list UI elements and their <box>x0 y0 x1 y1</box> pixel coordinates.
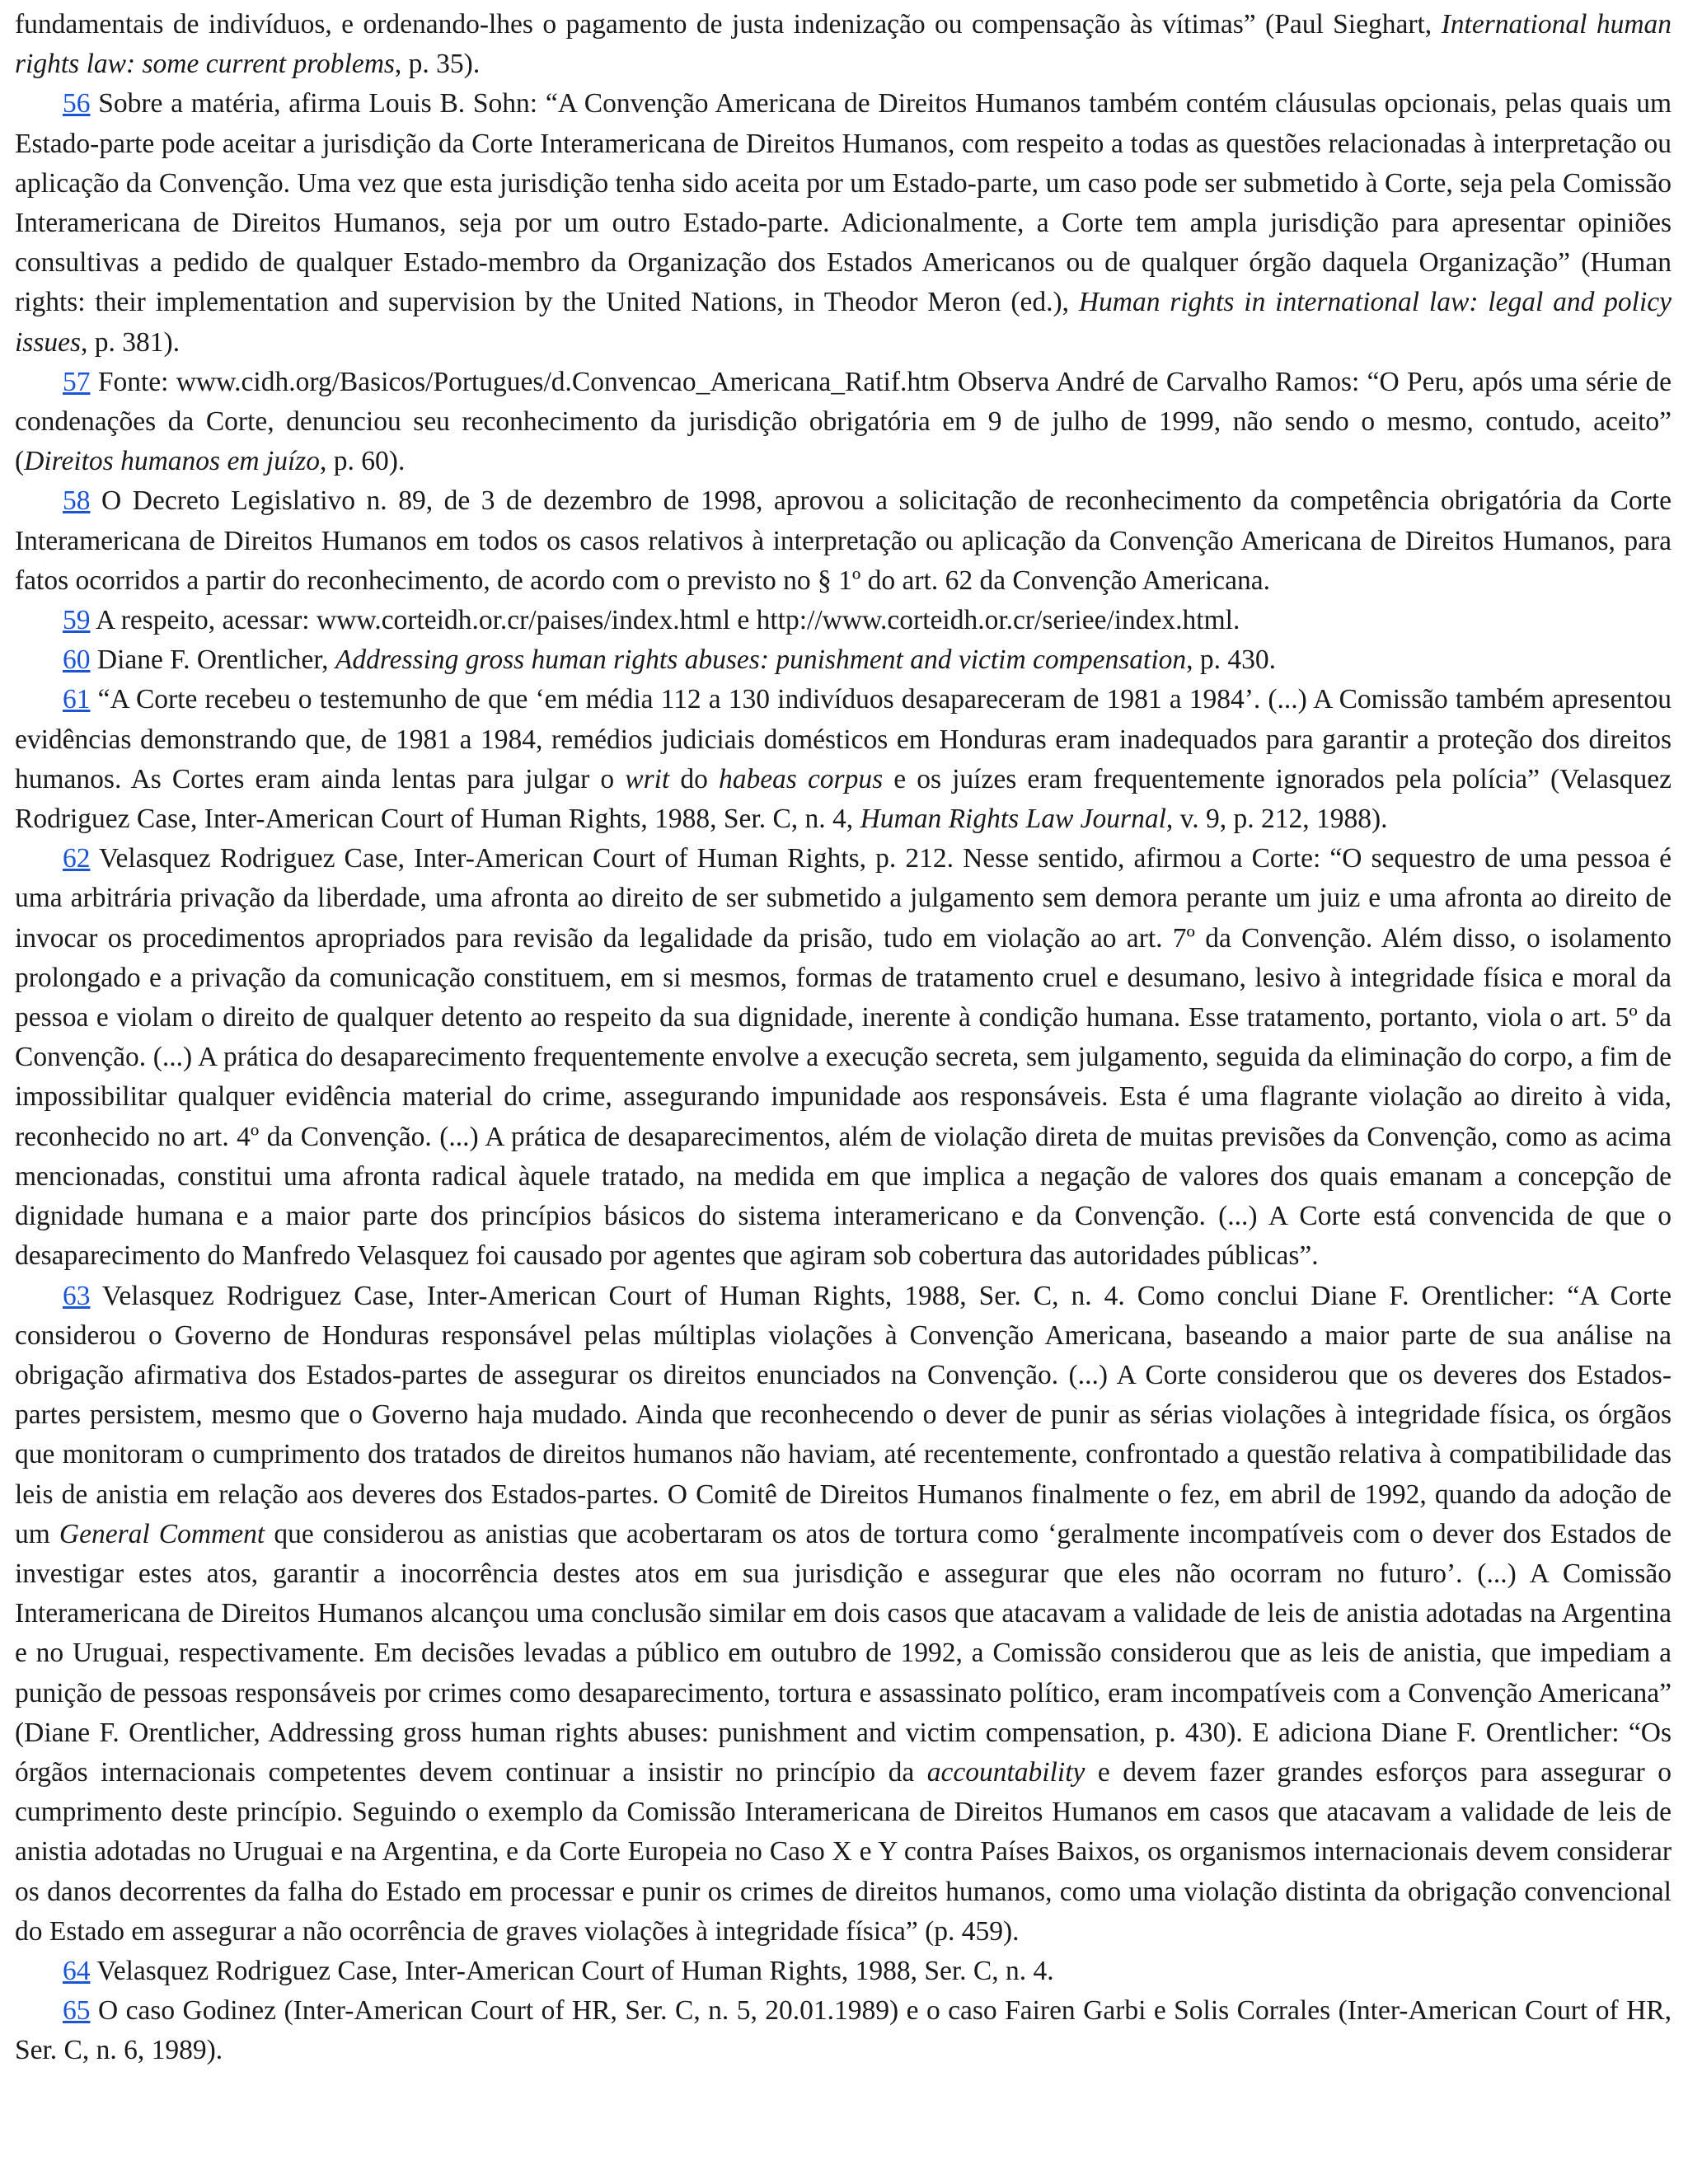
footnote-60 <box>15 640 1672 680</box>
footnotes-page <box>15 5 1672 2071</box>
footnote-text: Velasquez Rodriguez Case, Inter-American Court of Human Rights, 1988, Ser. C, n. 4. Como conclui Diane F. Orentlicher: “A Corte considerou o Governo de Honduras responsável pelas múltiplas violações à Convenção Americana, baseando a maior parte de sua análise na obrigação afirmativa dos Estados-partes de assegurar os direitos enunciados na Convenção. (...) A Corte considerou que os deveres dos Estados-partes persistem, mesmo que o Governo haja mudado. Ainda que reconhecendo o dever de punir as sérias violações à integridade física, os órgãos que monitoram o cumprimento dos tratados de direitos humanos não haviam, até recentemente, confrontado a questão relativa à compatibilidade das leis de anistia em relação aos deveres dos Estados-partes. O Comitê de Direitos Humanos finalmente o fez, em abril de 1992, quando da adoção de um <box>15 1280 1672 1549</box>
footnote-text: , v. 9, p. 212, 1988). <box>1165 804 1388 835</box>
footnote-59 <box>15 601 1672 640</box>
footnote-text: Velasquez Rodriguez Case, Inter-American Court of Human Rights, 1988, Ser. C, n. 4. <box>90 1955 1054 1986</box>
footnote-61-link[interactable]: 61 <box>63 684 91 715</box>
italic-title: Direitos humanos em juízo <box>24 446 321 477</box>
footnote-56 <box>15 84 1672 362</box>
footnote-57-link[interactable]: 57 <box>63 366 91 397</box>
footnote-65 <box>15 1991 1672 2070</box>
footnote-64 <box>15 1952 1672 1991</box>
footnote-text: do <box>669 763 719 794</box>
footnote-58 <box>15 481 1672 601</box>
footnote-text: , p. 381). <box>81 326 181 358</box>
footnote-63-link[interactable]: 63 <box>63 1280 91 1311</box>
italic-title: Human rights in international law: legal and policy issues <box>15 287 1672 358</box>
footnote-text: O Decreto Legislativo n. 89, de 3 de dezembro de 1998, aprovou a solicitação de reconhecimento da competência obrigatória da Corte Interamericana de Direitos Humanos em todos os casos relativos à interpretação ou aplicação da Convenção Americana de Direitos Humanos, para fatos ocorridos a partir do reconhecimento, de acordo com o previsto no § 1º do art. 62 da Convenção Americana. <box>15 485 1672 596</box>
footnote-65-link[interactable]: 65 <box>63 1995 91 2027</box>
footnote-63 <box>15 1277 1672 1952</box>
footnote-text: fundamentais de indivíduos, e ordenando-lhes o pagamento de justa indenização ou compensação às vítimas” (Paul Sieghart, <box>15 9 1442 40</box>
footnote-text: , p. 430. <box>1186 644 1277 676</box>
footnote-61 <box>15 680 1672 839</box>
footnote-text: Fonte: www.cidh.org/Basicos/Portugues/d.Convencao_Americana_Ratif.htm Observa André de Carvalho Ramos: “O Peru, após uma série de condenações da Corte, denunciou seu reconhecimento da jurisdição obrigatória em 9 de julho de 1999, não sendo o mesmo, contudo, aceito” ( <box>15 366 1672 477</box>
footnote-text: Velasquez Rodriguez Case, Inter-American Court of Human Rights, p. 212. Nesse sentido, afirmou a Corte: “O sequestro de uma pessoa é uma arbitrária privação da liberdade, uma afronta ao direito de ser submetido a julgamento sem demora perante um juiz e uma afronta ao direito de invocar os procedimentos apropriados para revisão da legalidade da prisão, tudo em violação ao art. 7º da Convenção. Além disso, o isolamento prolongado e a privação da comunicação constituem, em si mesmos, formas de tratamento cruel e desumano, lesivo à integridade física e moral da pessoa e violam o direito de qualquer detento ao respeito da sua dignidade, inerente à condição humana. Esse tratamento, portanto, viola o art. 5º da Convenção. (...) A prática do desaparecimento frequentemente envolve a execução secreta, sem julgamento, seguida da eliminação do corpo, a fim de impossibilitar qualquer evidência material do crime, assegurando impunidade aos responsáveis. Esta é uma flagrante violação ao direito à vida, reconhecido no art. 4º da Convenção. (...) A prática de desaparecimentos, além de violação direta de muitas previsões da Convenção, como as acima mencionadas, constitui uma afronta radical àquele tratado, na medida em que implica a negação de valores dos quais emanam a concepção de dignidade humana e a maior parte dos princípios básicos do sistema interamericano e da Convenção. (...) A Corte está convencida de que o desaparecimento do Manfredo Velasquez foi causado por agentes que agiram sob cobertura das autoridades públicas”. <box>15 843 1672 1272</box>
footnote-57 <box>15 363 1672 482</box>
italic-title: writ <box>625 763 670 794</box>
footnote-62 <box>15 839 1672 1276</box>
italic-title: Human Rights Law Journal <box>860 804 1166 835</box>
footnote-64-link[interactable]: 64 <box>63 1955 91 1986</box>
italic-title: International human rights law: some current problems <box>15 9 1672 80</box>
italic-title: General Comment <box>59 1518 265 1549</box>
footnote-text: e devem fazer grandes esforços para assegurar o cumprimento deste princípio. Seguindo o exemplo da Comissão Interamericana de Direitos Humanos em casos que atacavam a validade de leis de anistia adotadas no Uruguai e na Argentina, e da Corte Europeia no Caso X e Y contra Países Baixos, os organismos internacionais devem considerar os danos decorrentes da falha do Estado em processar e punir os crimes de direitos humanos, como uma violação distinta da obrigação convencional do Estado em assegurar a não ocorrência de graves violações à integridade física” (p. 459). <box>15 1756 1672 1947</box>
footnote-62-link[interactable]: 62 <box>63 843 91 874</box>
footnote-text: que considerou as anistias que acobertaram os atos de tortura como ‘geralmente incompatíveis com o dever dos Estados de investigar estes atos, garantir a inocorrência destes atos em sua jurisdição e assegurar que eles não ocorram no futuro’. (...) A Comissão Interamericana de Direitos Humanos alcançou uma conclusão similar em dois casos que atacavam a validade de leis de anistia adotadas na Argentina e no Uruguai, respectivamente. Em decisões levadas a público em outubro de 1992, a Comissão considerou que as leis de anistia, que impediam a punição de pessoas responsáveis por crimes como desaparecimento, tortura e assassinato político, eram incompatíveis com a Convenção Americana” (Diane F. Orentlicher, Addressing gross human rights abuses: punishment and victim compensation, p. 430). E adiciona Diane F. Orentlicher: “Os órgãos internacionais competentes devem continuar a insistir no princípio da <box>15 1518 1672 1788</box>
italic-title: habeas corpus <box>718 763 884 794</box>
italic-title: accountability <box>926 1756 1085 1788</box>
italic-title: Addressing gross human rights abuses: punishment and victim compensation <box>335 644 1187 676</box>
footnote-text: A respeito, acessar: www.corteidh.or.cr/paises/index.html e http://www.corteidh.or.cr/seriee/index.html. <box>90 605 1240 636</box>
footnote-text: O caso Godinez (Inter-American Court of HR, Ser. C, n. 5, 20.01.1989) e o caso Fairen Garbi e Solis Corrales (Inter-American Court of HR, Ser. C, n. 6, 1989). <box>15 1995 1672 2066</box>
footnote-text: “A Corte recebeu o testemunho de que ‘em média 112 a 130 indivíduos desapareceram de 1981 a 1984’. (...) A Comissão também apresentou evidências demonstrando que, de 1981 a 1984, remédios judiciais domésticos em Honduras eram inadequados para garantir a proteção dos direitos humanos. As Cortes eram ainda lentas para julgar o <box>15 684 1672 794</box>
footnote-59-link[interactable]: 59 <box>63 605 91 636</box>
footnote-text: e os juízes eram frequentemente ignorados pela polícia” (Velasquez Rodriguez Case, Inter-American Court of Human Rights, 1988, Ser. C, n. 4, <box>15 763 1672 835</box>
footnote-text: Sobre a matéria, afirma Louis B. Sohn: “A Convenção Americana de Direitos Humanos também contém cláusulas opcionais, pelas quais um Estado-parte pode aceitar a jurisdição da Corte Interamericana de Direitos Humanos, com respeito a todas as questões relacionadas à interpretação ou aplicação da Convenção. Uma vez que esta jurisdição tenha sido aceita por um Estado-parte, um caso pode ser submetido à Corte, seja pela Comissão Interamericana de Direitos Humanos, seja por um outro Estado-parte. Adicionalmente, a Corte tem ampla jurisdição para apresentar opiniões consultivas a pedido de qualquer Estado-membro da Organização dos Estados Americanos ou de qualquer órgão daquela Organização” (Human rights: their implementation and supervision by the United Nations, in Theodor Meron (ed.), <box>15 88 1672 318</box>
footnote-text: Diane F. Orentlicher, <box>90 644 335 676</box>
footnote-56-link[interactable]: 56 <box>63 88 91 120</box>
footnote-60-link[interactable]: 60 <box>63 644 91 676</box>
footnote-text: , p. 60). <box>320 446 406 477</box>
footnote-text: , p. 35). <box>394 49 481 80</box>
footnote-continuation <box>15 5 1672 84</box>
footnote-58-link[interactable]: 58 <box>63 485 91 517</box>
